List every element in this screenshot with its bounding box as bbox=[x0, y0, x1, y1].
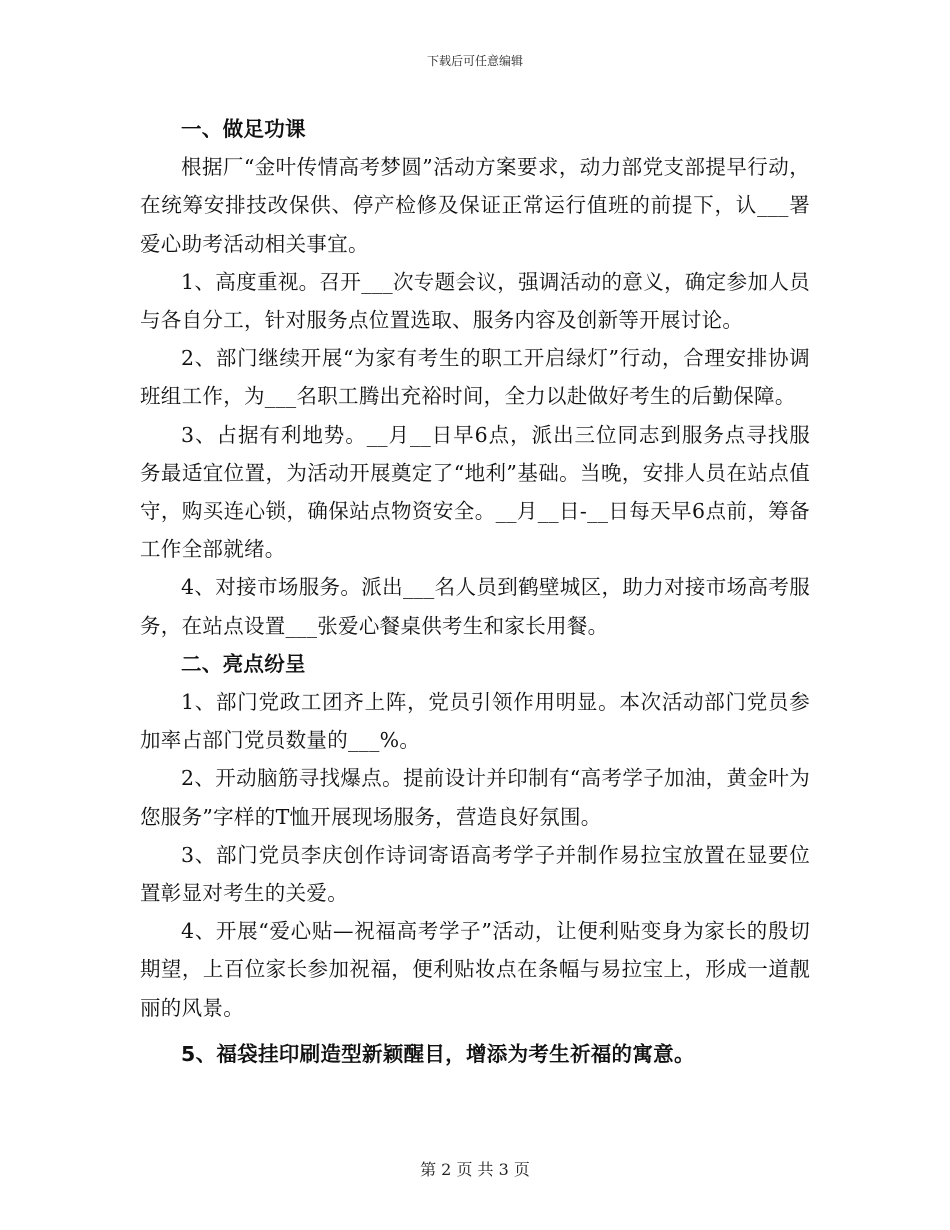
paragraph: 3、部门党员李庆创作诗词寄语高考学子并制作易拉宝放置在显要位置彰显对考生的关爱。 bbox=[140, 842, 810, 906]
paragraph: 根据厂“金叶传情高考梦圆”活动方案要求，动力部党支部提早行动，在统筹安排技改保供、停产检修及保证正常运行值班的前提下，认___署爱心助考活动相关事宜。 bbox=[140, 155, 810, 256]
section-heading: 一、做足功课 bbox=[181, 117, 306, 141]
section-heading: 二、亮点纷呈 bbox=[181, 651, 306, 676]
page-header: 下载后可任意编辑 bbox=[426, 54, 523, 68]
page-footer: 第 2 页 共 3 页 bbox=[420, 1160, 530, 1179]
document-body bbox=[140, 110, 810, 1073]
paragraph: 4、对接市场服务。派出___名人员到鹤壁城区，助力对接市场高考服务，在站点设置___张爱心餐桌供考生和家长用餐。 bbox=[140, 575, 810, 638]
paragraph: 4、开展“爱心贴—祝福高考学子”活动，让便利贴变身为家长的殷切期望，上百位家长参加祝福，便利贴妆点在条幅与易拉宝上，形成一道靓丽的风景。 bbox=[140, 919, 810, 1020]
paragraph: 2、部门继续开展“为家有考生的职工开启绿灯”行动，合理安排协调班组工作，为___名职工腾出充裕时间，全力以赴做好考生的后勤保障。 bbox=[140, 346, 810, 409]
paragraph: 3、占据有利地势。__月__日早6点，派出三位同志到服务点寻找服务最适宜位置，为活动开展奠定了“地利”基础。当晚，安排人员在站点值守，购买连心锁，确保站点物资安全。__月__日-__日每天早6点前，筹备工作全部就绪。 bbox=[140, 422, 810, 562]
paragraph: 1、部门党政工团齐上阵，党员引领作用明显。本次活动部门党员参加率占部门党员数量的___%。 bbox=[140, 690, 810, 753]
paragraph: 1、高度重视。召开___次专题会议，强调活动的意义，确定参加人员与各自分工，针对服务点位置选取、服务内容及创新等开展讨论。 bbox=[140, 269, 810, 333]
paragraph: 2、开动脑筋寻找爆点。提前设计并印制有“高考学子加油，黄金叶为您服务”字样的T恤开展现场服务，营造良好氛围。 bbox=[140, 766, 810, 829]
final-item: 5、福袋挂印刷造型新颖醒目，增添为考生祈福的寓意。 bbox=[181, 1041, 695, 1066]
